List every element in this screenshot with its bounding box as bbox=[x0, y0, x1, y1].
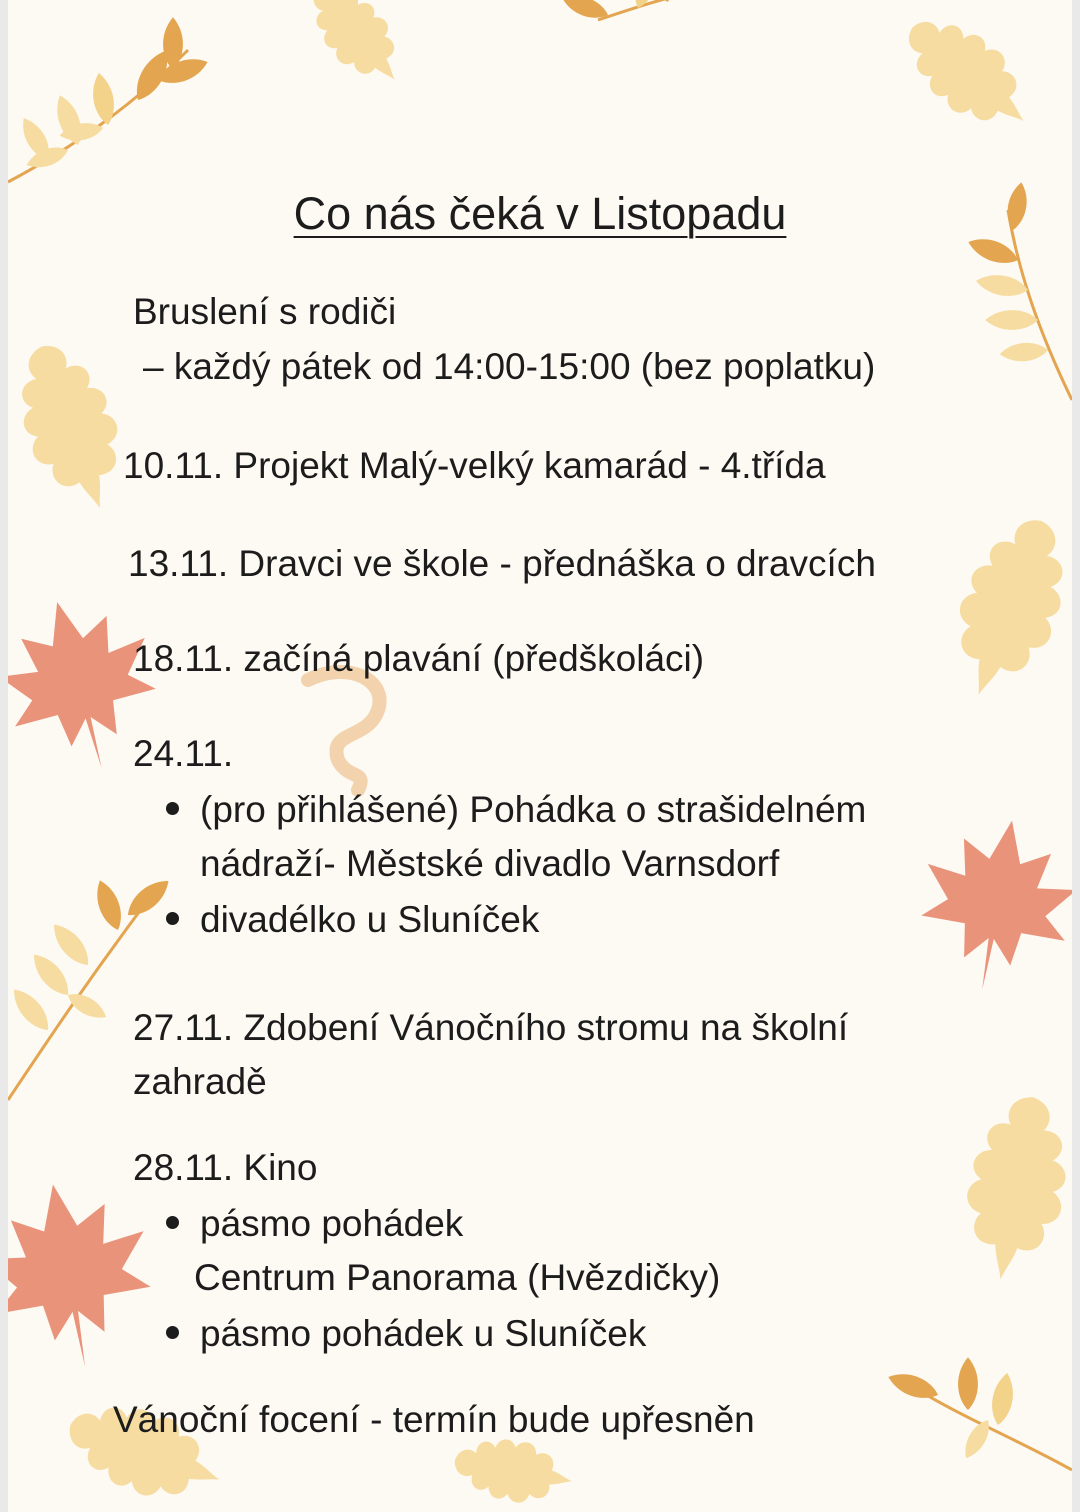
event-24-date: 24.11. bbox=[133, 733, 234, 774]
event-foceni: Vánoční focení - termín bude upřesněn bbox=[113, 1399, 755, 1440]
event-24-item1-line2: nádraží- Městské divadlo Varnsdorf bbox=[200, 843, 780, 884]
event-kino-item2: pásmo pohádek u Sluníček bbox=[200, 1313, 647, 1354]
event-plavani: 18.11. začíná plavání (předškoláci) bbox=[133, 638, 705, 679]
fern-branch-icon bbox=[8, 17, 211, 182]
event-bruslení-heading: Bruslení s rodiči bbox=[133, 291, 397, 332]
bullet-icon bbox=[166, 1326, 179, 1339]
event-zdobeni-line1: 27.11. Zdobení Vánočního stromu na školní bbox=[133, 1007, 849, 1048]
bullet-icon bbox=[166, 1216, 179, 1229]
event-zdobeni-line2: zahradě bbox=[133, 1061, 267, 1102]
fern-branch-icon bbox=[885, 1357, 1072, 1470]
swirl-icon bbox=[308, 672, 380, 790]
page-title: Co nás čeká v Listopadu bbox=[293, 188, 787, 239]
event-24-item1-line1: (pro přihlášené) Pohádka o strašidelném bbox=[200, 789, 867, 830]
fern-branch-icon bbox=[559, 0, 698, 24]
bullet-icon bbox=[166, 912, 179, 925]
maple-leaf-icon bbox=[908, 808, 1072, 1003]
bullet-icon bbox=[166, 802, 179, 815]
event-dravci: 13.11. Dravci ve škole - přednáška o dravcích bbox=[128, 543, 876, 584]
event-24-item2: divadélko u Sluníček bbox=[200, 899, 540, 940]
event-bruslení-detail: – každý pátek od 14:00-15:00 (bez poplatku) bbox=[143, 346, 876, 387]
event-kino-item1-line2: Centrum Panorama (Hvězdičky) bbox=[194, 1257, 721, 1298]
event-projekt: 10.11. Projekt Malý-velký kamarád - 4.třída bbox=[123, 445, 826, 486]
maple-leaf-icon bbox=[8, 1170, 165, 1380]
event-kino-item1-line1: pásmo pohádek bbox=[200, 1203, 464, 1244]
event-kino-date: 28.11. Kino bbox=[133, 1147, 318, 1188]
poster-page bbox=[8, 0, 1072, 1512]
